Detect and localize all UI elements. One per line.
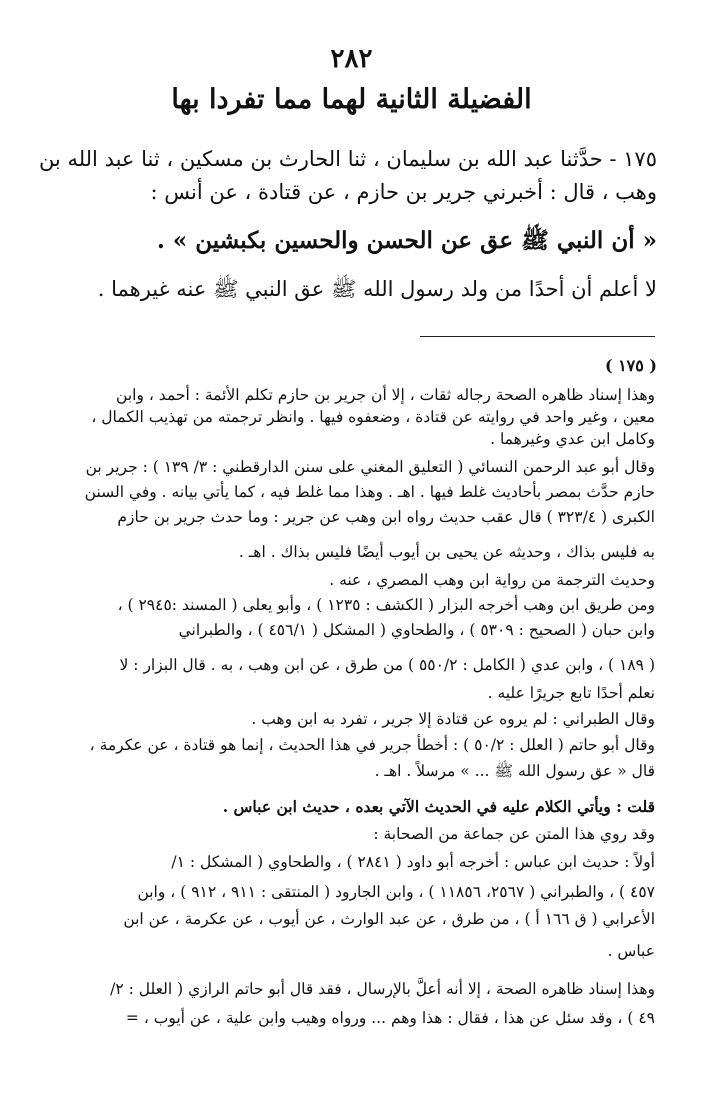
footnote-line: قال « عق رسول الله ﷺ ... » مرسلاً . اهـ .: [374, 762, 655, 780]
footnote-number: ( ١٧٥ ): [604, 356, 657, 375]
footnote-line: وهذا إسناد ظاهره الصحة رجاله ثقات ، إلا أن جرير بن حازم تكلم الأئمة : أحمد ، وابن: [116, 386, 655, 404]
footnote-line: وهذا إسناد ظاهره الصحة ، إلا أنه أعلَّ بالإرسال ، فقد قال أبو حاتم الرازي ( العلل : ٢/: [110, 980, 655, 998]
footnote-line: وقد روي هذا المتن عن جماعة من الصحابة :: [373, 825, 655, 843]
footnote-line: ٤٥٧ ) ، والطبراني ( ٢٥٦٧، ١١٨٥٦ ) ، وابن الجارود ( المنتقى : ٩١١ ، ٩١٢ ) ، وابن: [137, 883, 655, 901]
footnote-line: أولاً : حديث ابن عباس : أخرجه أبو داود ( ٢٨٤١ ) ، والطحاوي ( المشكل : ١/: [171, 853, 655, 871]
footnote-line: معين ، وغير واحد في روايته عن قتادة ، وضعفوه فيها . وانظر ترجمته من تهذيب الكمال ،: [91, 408, 655, 426]
footnote-line: وابن حبان ( الصحيح : ٥٣٠٩ ) ، والطحاوي ( المشكل ( ٤٥٦/١ ) ، والطبراني: [178, 621, 655, 639]
footnote-line: نعلم أحدًا تابع جريرًا عليه .: [487, 684, 655, 702]
footnote-line: ( ١٨٩ ) ، وابن عدي ( الكامل : ٥٥٠/٢ ) من طرق ، عن ابن وهب ، به . قال البزار : لا: [119, 656, 655, 674]
body-line-2: وهب ، قال : أخبرني جرير بن حازم ، عن قتادة ، عن أنس :: [150, 180, 657, 204]
body-line-4: لا أعلم أن أحدًا من ولد رسول الله ﷺ عق النبي ﷺ عنه غيرهما .: [97, 277, 657, 301]
body-line-1: ١٧٥ - حدَّثنا عبد الله بن سليمان ، ثنا الحارث بن مسكين ، ثنا عبد الله بن: [38, 147, 657, 171]
footnote-line: وقال أبو عبد الرحمن النسائي ( التعليق المغني على سنن الدارقطني : ٣/ ١٣٩ ) : جرير بن: [85, 458, 655, 476]
footnote-divider: [420, 336, 655, 337]
footnote-line: الأعرابي ( ق ١٦٦ أ ) ، من طرق ، عن عبد الوارث ، عن أيوب ، عن عكرمة ، عن ابن: [123, 910, 655, 928]
footnote-line: ٤٩ ) ، وقد سئل عن هذا ، فقال : هذا وهم ... ورواه وهيب وابن علية ، عن أيوب ، =: [125, 1009, 655, 1027]
footnote-line: به فليس بذاك ، وحديثه عن يحيى بن أيوب أيضًا فليس بذاك . اهـ .: [238, 543, 655, 561]
footnote-line: قلت : ويأتي الكلام عليه في الحديث الآتي بعده ، حديث ابن عباس .: [222, 797, 655, 816]
section-title: الفضيلة الثانية لهما مما تفردا بها: [171, 84, 532, 115]
footnote-line: ومن طريق ابن وهب أخرجه البزار ( الكشف : ١٢٣٥ ) ، وأبو يعلى ( المسند :٢٩٤٥ ) ،: [117, 596, 655, 614]
footnote-line: عباس .: [607, 942, 655, 960]
page-number: ٢٨٢: [330, 44, 373, 74]
footnote-line: وقال أبو حاتم ( العلل : ٥٠/٢ ) : أخطأ جرير في هذا الحديث ، إنما هو قتادة ، عن عكرمة ،: [89, 736, 655, 754]
hadith-text: « أن النبي ﷺ عق عن الحسن والحسين بكبشين » .: [156, 227, 657, 254]
footnote-line: حازم حدَّث بمصر بأحاديث غلط فيها . اهـ . وهذا مما غلط فيه ، كما يأتي بيانه . وفي السنن: [84, 483, 655, 501]
footnote-line: وحديث الترجمة من رواية ابن وهب المصري ، عنه .: [329, 571, 655, 589]
footnote-line: وكامل ابن عدي وغيرهما .: [490, 430, 655, 448]
footnote-line: الكبرى ( ٣٢٣/٤ ) قال عقب حديث رواه ابن وهب عن جرير : وما حدث جرير بن حازم: [117, 508, 655, 526]
footnote-line: وقال الطبراني : لم يروه عن قتادة إلا جرير ، تفرد به ابن وهب .: [251, 710, 655, 728]
